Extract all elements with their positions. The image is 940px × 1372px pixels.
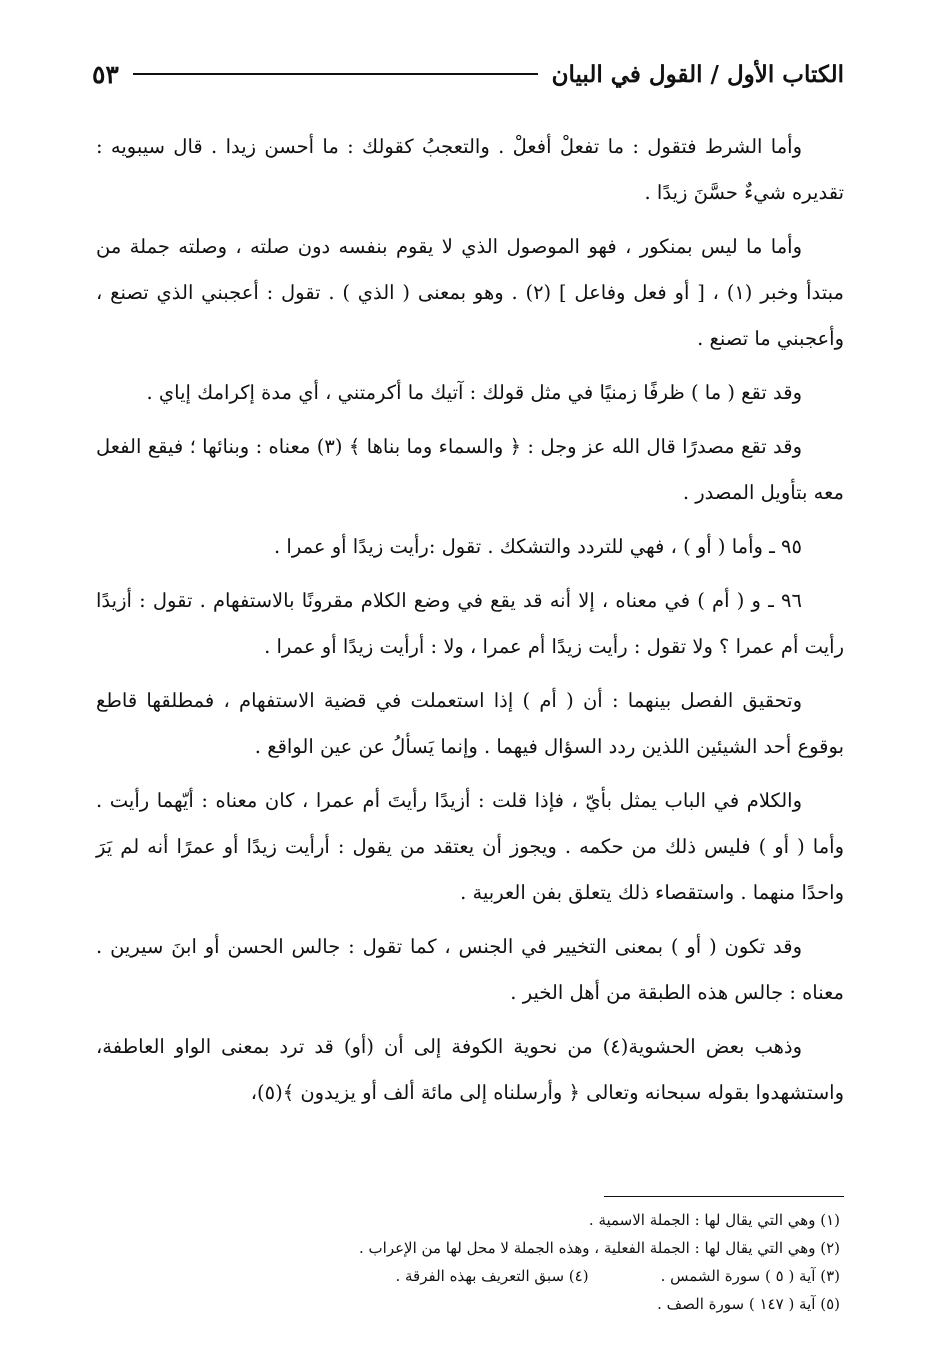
paragraph-hashwiyya: وذهب بعض الحشوية(٤) من نحوية الكوفة إلى أن (أو) قد ترد بمعنى الواو العاطفة، واستشهدوا بقوله سبحانه وتعالى ﴿ وأرسلناه إلى مائة ألف أو يزيدون ﴾(٥)، bbox=[96, 1035, 844, 1104]
paragraph-temporal: وقد تقع ( ما ) ظرفًا زمنيًا في مثل قولك : آتيك ما أكرمتني ، أي مدة إكرامك إياي . bbox=[146, 381, 802, 404]
paragraph-masdar: وقد تقع مصدرًا قال الله عز وجل : ﴿ والسماء وما بناها ﴾ (٣) معناه : وبنائها ؛ فيقع الفعل معه بتأويل المصدر . bbox=[96, 435, 844, 504]
footnote-1: (١) وهي التي يقال لها : الجملة الاسمية . bbox=[588, 1211, 840, 1229]
footnote-3: (٣) آية ( ٥ ) سورة الشمس . bbox=[660, 1267, 840, 1285]
paragraph-ayy: والكلام في الباب يمثل بأيّ ، فإذا قلت : أزيدًا رأيتَ أم عمرا ، كان معناه : أيّهما رأيت . وأما ( أو ) فليس ذلك من حكمه . ويجوز أن يعتقد من يقول : أرأيت زيدًا أو عمرًا أنه لم يَرَ واحدًا منهما . واستقصاء ذلك يتعلق بفن العربية . bbox=[96, 789, 844, 904]
paragraph-choice: وقد تكون ( أو ) بمعنى التخيير في الجنس ، كما تقول : جالس الحسن أو ابنَ سيرين . معناه : جالس هذه الطبقة من أهل الخير . bbox=[96, 935, 844, 1004]
paragraph-distinction: وتحقيق الفصل بينهما : أن ( أم ) إذا استعملت في قضية الاستفهام ، فمطلقها قاطع بوقوع أحد الشيئين اللذين ردد السؤال فيهما . وإنما يَسألُ عن عين الواقع . bbox=[96, 689, 844, 758]
page-number: ٥٣ bbox=[92, 59, 119, 89]
footnote-5: (٥) آية ( ١٤٧ ) سورة الصف . bbox=[657, 1295, 840, 1313]
page-header bbox=[92, 52, 844, 96]
page-body bbox=[96, 124, 844, 1124]
footnote-2: (٢) وهي التي يقال لها : الجملة الفعلية ، وهذه الجملة لا محل لها من الإعراب . bbox=[359, 1239, 840, 1257]
footnotes bbox=[100, 1206, 840, 1318]
paragraph-condition: وأما الشرط فتقول : ما تفعلْ أفعلْ . والتعجبُ كقولك : ما أحسن زيدا . قال سيبويه : تقديره شيءٌ حسَّنَ زيدًا . bbox=[96, 135, 844, 204]
paragraph-95-aw: ٩٥ ـ وأما ( أو ) ، فهي للتردد والتشكك . تقول :رأيت زيدًا أو عمرا . bbox=[274, 535, 802, 558]
paragraph-relative: وأما ما ليس بمنكور ، فهو الموصول الذي لا يقوم بنفسه دون صلته ، وصلته جملة من مبتدأ وخبر (١) ، [ أو فعل وفاعل ] (٢) . وهو بمعنى ( الذي ) . تقول : أعجبني الذي تصنع ، وأعجبني ما تصنع . bbox=[96, 235, 844, 350]
footnote-4: (٤) سبق التعريف بهذه الفرقة . bbox=[395, 1267, 589, 1285]
header-rule bbox=[133, 73, 538, 75]
running-title: الكتاب الأول / القول في البيان bbox=[551, 60, 844, 88]
paragraph-96-am: ٩٦ ـ و ( أم ) في معناه ، إلا أنه قد يقع في وضع الكلام مقرونًا بالاستفهام . تقول : أزيدًا رأيت أم عمرا ؟ ولا تقول : رأيت زيدًا أم عمرا ، ولا : أرأيت زيدًا أو عمرا . bbox=[96, 589, 844, 658]
footnote-row bbox=[100, 1262, 840, 1290]
footnote-rule bbox=[604, 1196, 844, 1197]
